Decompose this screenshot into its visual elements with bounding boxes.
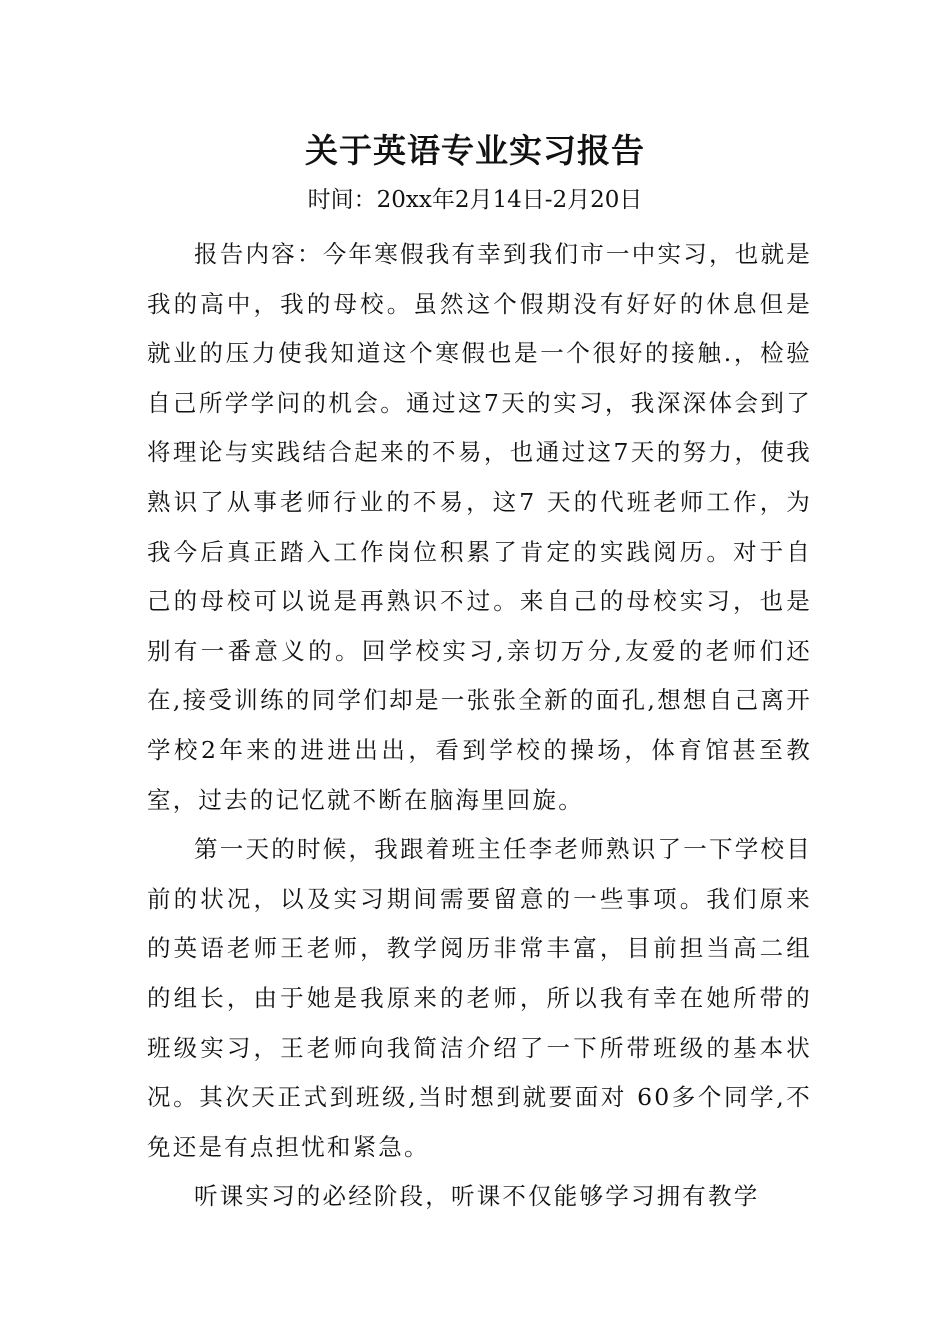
- report-date: 时间：20xx年2月14日-2月20日: [307, 187, 643, 213]
- paragraph-intro: 报告内容：今年寒假我有幸到我们市一中实习，也就是我的高中，我的母校。虽然这个假期没有好好的休息但是就业的压力使我知道这个寒假也是一个很好的接触.，检验自己所学学问的机会。通过这7天的实习，我深深体会到了将理论与实践结合起来的不易，也通过这7天的努力，使我熟识了从事老师行业的不易，这7 天的代班老师工作，为我今后真正踏入工作岗位积累了肯定的实践阅历。对于自己的母校可以说是再熟识不过。来自己的母校实习，也是别有一番意义的。回学校实习,亲切万分,友爱的老师们还在,接受训练的同学们却是一张张全新的面孔,想想自己离开学校2年来的进进出出，看到学校的操场，体育馆甚至教室，过去的记忆就不断在脑海里回旋。: [147, 240, 812, 814]
- paragraph-first-day: 第一天的时候，我跟着班主任李老师熟识了一下学校目前的状况，以及实习期间需要留意的一些事项。我们原来的英语老师王老师，教学阅历非常丰富，目前担当高二组的组长，由于她是我原来的老师，所以我有幸在她所带的班级实习，王老师向我简洁介绍了一下所带班级的基本状况。其次天正式到班级,当时想到就要面对 60多个同学,不免还是有点担忧和紧急。: [147, 835, 812, 1161]
- paragraph-observation: 听课实习的必经阶段，听课不仅能够学习拥有教学: [194, 1182, 760, 1211]
- document-body: [147, 230, 812, 1222]
- document-title: 关于英语专业实习报告: [305, 131, 645, 170]
